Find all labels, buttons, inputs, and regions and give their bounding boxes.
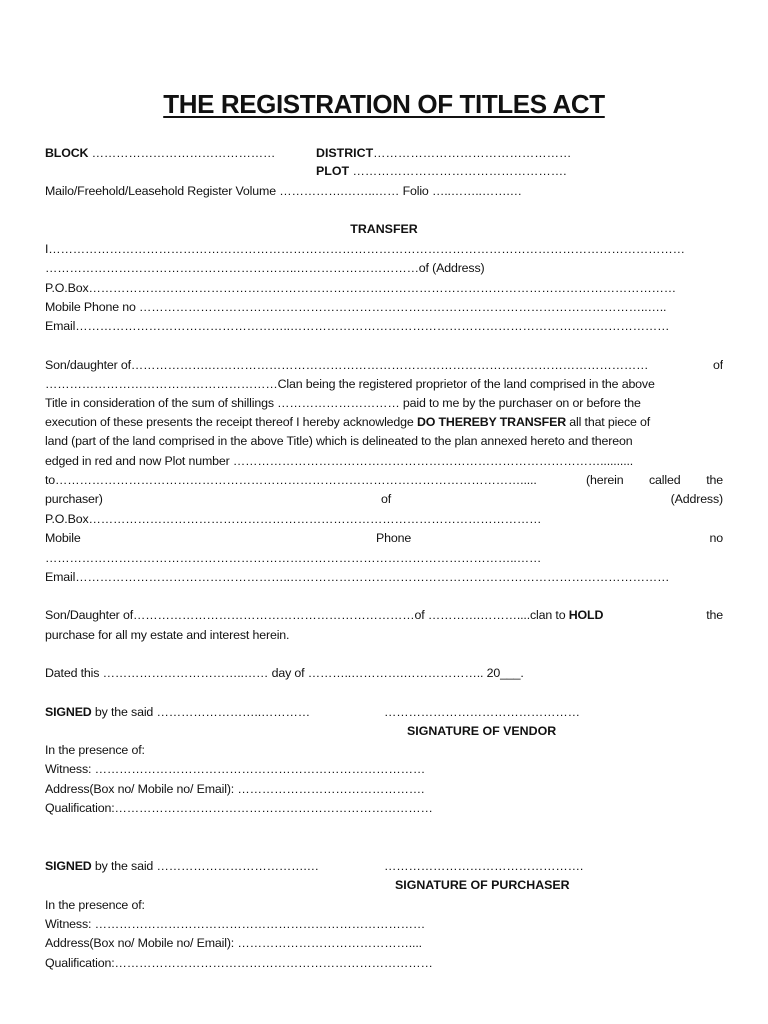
son-daughter-text: Son/daughter of……………….……………………………………………………………………………………………… bbox=[45, 358, 649, 372]
son-daughter-clan-line bbox=[45, 606, 723, 624]
son-daughter-clan-text: Son/Daughter of……………………………………………………………of ………….………....clan to bbox=[45, 608, 569, 622]
plot-label: PLOT bbox=[316, 164, 350, 178]
clan-line: …………………………………………………Clan being the registered proprietor of the land comprised in the above bbox=[45, 377, 655, 391]
to-field: to……………………………………………………………………………………………………..... bbox=[45, 473, 537, 487]
purchaser-by-the-said: by the said ……………………………….… bbox=[91, 859, 319, 873]
vendor-signature-field: ………………………………………… bbox=[384, 705, 580, 719]
purchaser-presence-line: In the presence of: bbox=[45, 898, 145, 912]
consideration-line: Title in consideration of the sum of shillings ………………………… paid to me by the purchaser on or before the bbox=[45, 396, 641, 410]
edged-line bbox=[45, 452, 723, 470]
to-line bbox=[45, 471, 723, 489]
district-line bbox=[316, 144, 571, 162]
district-field: ………………………………………… bbox=[373, 146, 572, 160]
vendor-signed-line bbox=[45, 703, 723, 721]
purchaser-witness-address-line: Address(Box no/ Mobile no/ Email): …………………………………….... bbox=[45, 936, 422, 950]
purchaser-qualification-line: Qualification:…………………………………………………………………… bbox=[45, 956, 433, 970]
execution-tail: all that piece of bbox=[566, 415, 651, 429]
purchaser-signature-label: SIGNATURE OF PURCHASER bbox=[395, 878, 570, 892]
transferor-mobile-line: Mobile Phone no ……………………………………………………………………………………………………………..….. bbox=[45, 300, 667, 314]
vendor-signed-word: SIGNED bbox=[45, 705, 92, 719]
purchaser-witness-line: Witness: ……………………………………………………………………… bbox=[45, 917, 426, 931]
purchaser-email-line: Email……………………………………………..………………………………………………………………………………… bbox=[45, 570, 670, 584]
purchaser-signed-word: SIGNED bbox=[45, 859, 92, 873]
phone-word: Phone bbox=[376, 531, 412, 545]
purchaser-of-word: of bbox=[381, 492, 392, 506]
no-word: no bbox=[709, 531, 723, 545]
purchaser-mobile-line bbox=[45, 529, 723, 547]
mobile-word: Mobile bbox=[45, 531, 81, 545]
purchaser-line bbox=[45, 490, 723, 508]
the-word: the bbox=[706, 473, 723, 487]
herein-word: (herein bbox=[586, 473, 624, 487]
transferor-address-line: ……………………………………………………..…………………………of (Address) bbox=[45, 261, 485, 275]
vendor-witness-address-line: Address(Box no/ Mobile no/ Email): ………………………………………. bbox=[45, 782, 425, 796]
register-volume-line: Mailo/Freehold/Leasehold Register Volume …………….……..…… Folio …..……..…….… bbox=[45, 184, 522, 198]
purchaser-word: purchaser) bbox=[45, 492, 103, 506]
land-line: land (part of the land comprised in the above Title) which is delineated to the plan annexed hereto and thereon bbox=[45, 434, 633, 448]
vendor-by-the-said: by the said ……………………..………… bbox=[91, 705, 310, 719]
transferor-name-line: I………………………………………………………………………………………………………………………………………… bbox=[45, 242, 685, 256]
purchase-line: purchase for all my estate and interest herein. bbox=[45, 628, 290, 642]
vendor-witness-line: Witness: ……………………………………………………………………… bbox=[45, 762, 426, 776]
do-thereby-transfer: DO THEREBY TRANSFER bbox=[416, 415, 566, 429]
purchaser-mobile-field: ……………………………………………………………………………………………………..…… bbox=[45, 551, 542, 565]
execution-text: execution of these presents the receipt thereof I hereby acknowledge bbox=[45, 415, 417, 429]
purchaser-pobox-line: P.O.Box………………………………………………………………………………………………… bbox=[45, 512, 542, 526]
edged-text: edged in red and now Plot number bbox=[45, 454, 233, 468]
block-field: ……………………………………… bbox=[88, 146, 276, 160]
district-label: DISTRICT bbox=[316, 146, 374, 160]
document-title: THE REGISTRATION OF TITLES ACT bbox=[163, 89, 605, 119]
purchaser-signature-field: …………………………………………. bbox=[384, 859, 584, 873]
plot-number-field: ……………………………………………………………………………….......... bbox=[232, 454, 634, 468]
dated-line: Dated this ……………………………..…… day of ………..………….……………….. 20___. bbox=[45, 666, 524, 680]
son-daughter-line bbox=[45, 356, 723, 374]
transferor-pobox-line: P.O.Box……………………………………………………………………………………………………………………………… bbox=[45, 281, 677, 295]
hold-word: HOLD bbox=[568, 608, 604, 622]
plot-field: ……………………………………………. bbox=[349, 164, 567, 178]
execution-line bbox=[45, 413, 723, 431]
transfer-heading: TRANSFER bbox=[350, 222, 418, 236]
hold-the-word: the bbox=[706, 608, 723, 622]
block-label: BLOCK bbox=[45, 146, 89, 160]
plot-line bbox=[316, 162, 567, 180]
vendor-signature-label: SIGNATURE OF VENDOR bbox=[407, 724, 557, 738]
vendor-presence-line: In the presence of: bbox=[45, 743, 145, 757]
address-word: (Address) bbox=[670, 492, 723, 506]
son-daughter-of: of bbox=[712, 358, 723, 372]
purchaser-signed-line bbox=[45, 857, 723, 875]
called-word: called bbox=[649, 473, 681, 487]
transferor-email-line: Email……………………………………………..………………………………………………………………………………… bbox=[45, 319, 670, 333]
vendor-qualification-line: Qualification:…………………………………………………………………… bbox=[45, 801, 433, 815]
